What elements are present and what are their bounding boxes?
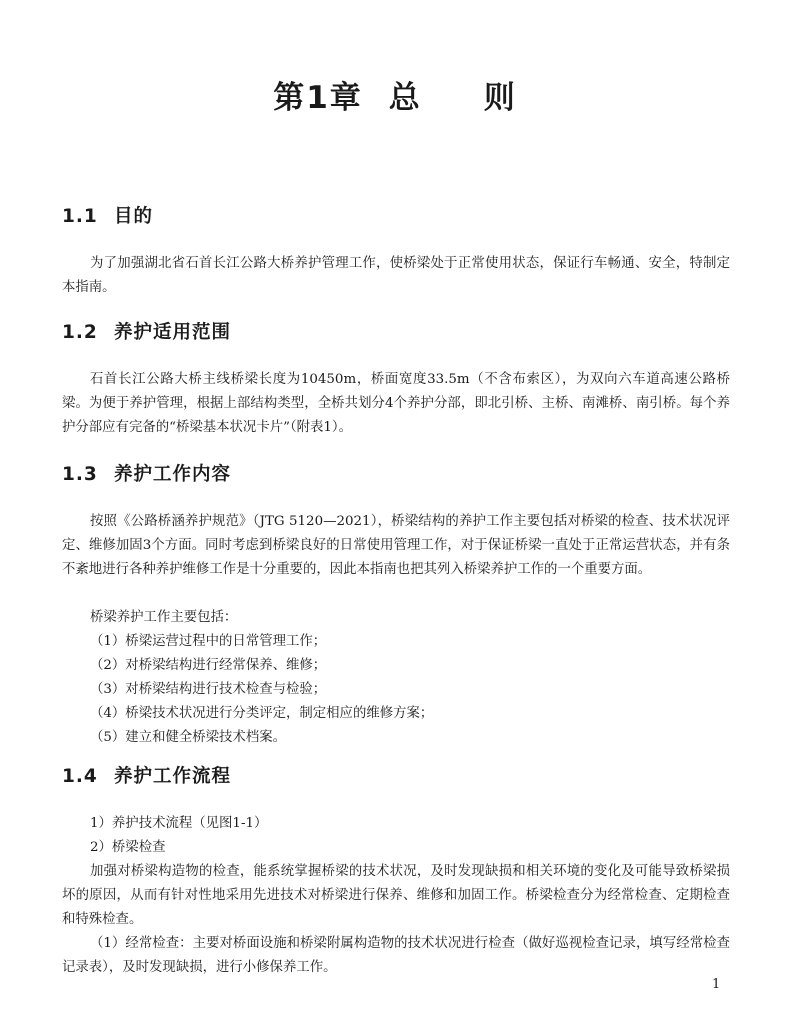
paragraph-content: 按照《公路桥涵养护规范》（JTG 5120—2021），桥梁结构的养护工作主要包括对桥梁的检查、技术状况评定、维修加固3个方面。同时考虑到桥梁良好的日常使用管理工作，对于保证桥梁一直处于正常运营状态，并有条不紊地进行各种养护维修工作是十分重要的，因此本指南也把其列入桥梁养护工作的一个重要方面。 <box>62 514 730 577</box>
paragraph-scope: 石首长江公路大桥主线桥梁长度为10450m，桥面宽度33.5m（不含布索区），为双向六车道高速公路桥梁。为便于养护管理，根据上部结构类型，全桥共划分4个养护分部，即北引桥、主桥、南滩桥、南引桥。每个养护分部应有完备的“桥梁基本状况卡片”（附表1）。 <box>62 372 730 435</box>
section-heading-1-2 <box>62 318 231 344</box>
section-title: 养护适用范围 <box>114 322 232 343</box>
page-number: 1 <box>712 977 721 992</box>
section-title: 养护工作内容 <box>114 464 232 485</box>
list-item: （5）建立和健全桥梁技术档案。 <box>90 730 286 745</box>
paragraph-purpose: 为了加强湖北省石首长江公路大桥养护管理工作，使桥梁处于正常使用状态，保证行车畅通、安全，特制定本指南。 <box>62 256 730 295</box>
section-number: 1.4 <box>62 766 98 787</box>
chapter-title-char-2: 则 <box>483 80 517 116</box>
paragraph-list-intro: 桥梁养护工作主要包括： <box>90 610 238 625</box>
paragraph-inspection: 加强对桥梁构造物的检查，能系统掌握桥梁的技术状况，及时发现缺损和相关环境的变化及可能导致桥梁损坏的原因，从而有针对性地采用先进技术对桥梁进行保养、维修和加固工作。桥梁检查分为经常检查、定期检查和特殊检查。 <box>62 864 730 927</box>
chapter-title-char-1: 总 <box>388 80 422 116</box>
chapter-number: 第1章 <box>273 80 363 116</box>
chapter-title <box>0 72 790 117</box>
section-title: 养护工作流程 <box>114 766 232 787</box>
list-item: （3）对桥梁结构进行技术检查与检验； <box>90 682 327 697</box>
list-item: （2）对桥梁结构进行经常保养、维修； <box>90 658 327 673</box>
section-title: 目的 <box>114 206 154 227</box>
section-number: 1.1 <box>62 206 98 227</box>
list-item: 1）养护技术流程（见图1-1） <box>90 816 268 831</box>
section-number: 1.2 <box>62 322 98 343</box>
list-item: （1）桥梁运营过程中的日常管理工作； <box>90 634 327 649</box>
paragraph-routine-inspection: （1）经常检查：主要对桥面设施和桥梁附属构造物的技术状况进行检查（做好巡视检查记录，填写经常检查记录表），及时发现缺损，进行小修保养工作。 <box>62 936 730 975</box>
list-item: 2）桥梁检查 <box>90 840 166 855</box>
list-item: （4）桥梁技术状况进行分类评定，制定相应的维修方案； <box>90 706 434 721</box>
section-number: 1.3 <box>62 464 98 485</box>
section-heading-1-4 <box>62 762 231 788</box>
section-heading-1-3 <box>62 460 231 486</box>
section-heading-1-1 <box>62 202 153 228</box>
